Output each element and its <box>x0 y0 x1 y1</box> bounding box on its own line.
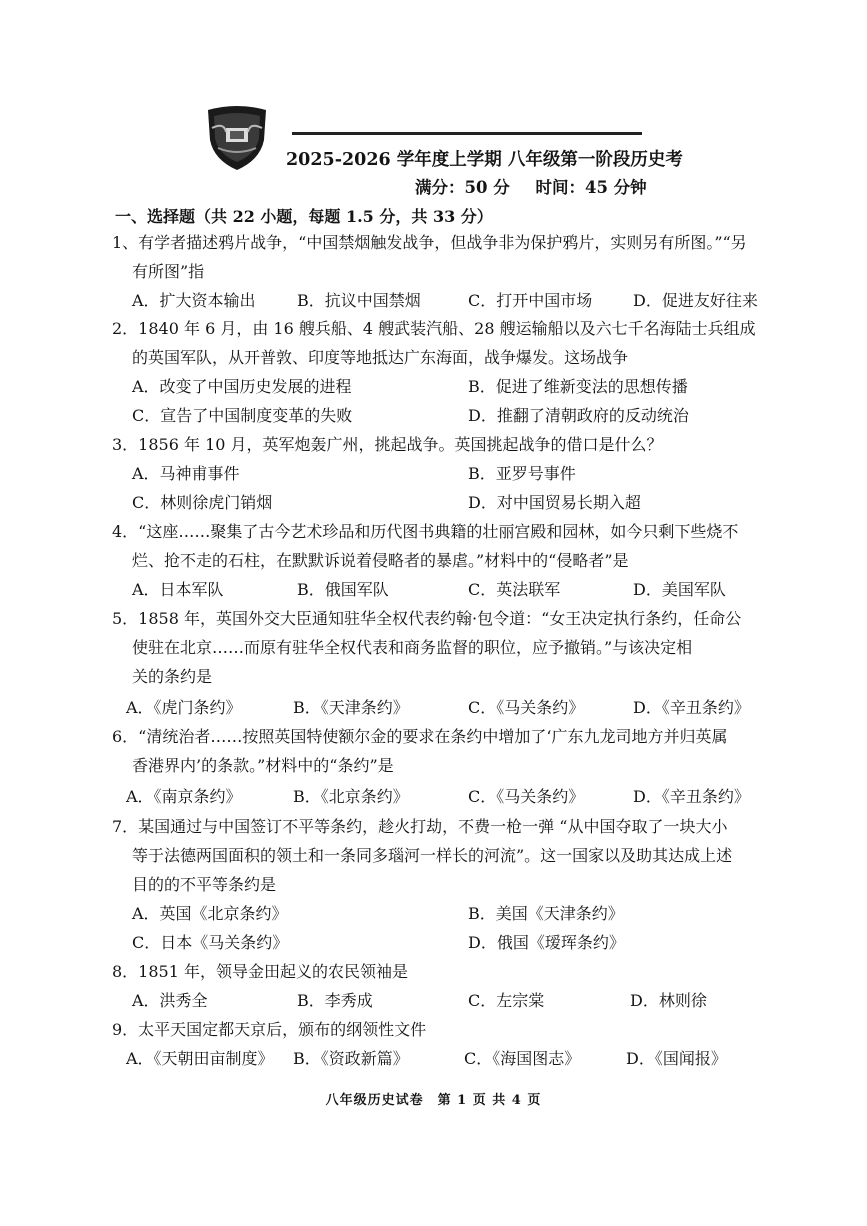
option-b: B．《天津条约》 <box>293 698 409 717</box>
option-c: C．林则徐虎门销烟 <box>132 493 273 512</box>
question-stem: 2．1840 年 6 月，由 16 艘兵船、4 艘武装汽船、28 艘运输船以及六七千名海陆士兵组成 <box>112 319 756 338</box>
question-stem: 烂、抢不走的石柱，在默默诉说着侵略者的暴虐。”材料中的“侵略者”是 <box>132 551 629 570</box>
question-stem: 关的条约是 <box>132 667 213 686</box>
option-d: D．《辛丑条约》 <box>633 698 750 717</box>
section-heading: 一、选择题（共 22 小题，每题 1.5 分，共 33 分） <box>115 207 493 226</box>
exam-time: 时间：45 分钟 <box>535 178 647 197</box>
option-a: A．马神甫事件 <box>132 464 240 483</box>
school-name-blurred <box>292 103 632 133</box>
option-c: C．日本《马关条约》 <box>132 933 289 952</box>
option-b: B．《北京条约》 <box>293 787 409 806</box>
question-stem: 6．“清统治者……按照英国特使额尔金的要求在条约中增加了‘广东九龙司地方并归英属 <box>112 727 728 746</box>
option-a: A．英国《北京条约》 <box>132 904 288 923</box>
option-c: C．《马关条约》 <box>468 787 585 806</box>
option-d: D．《辛丑条约》 <box>633 787 750 806</box>
question-stem: 8．1851 年，领导金田起义的农民领袖是 <box>112 962 408 981</box>
full-score: 满分：50 分 <box>415 178 510 197</box>
option-c: C．宣告了中国制度变革的失败 <box>132 406 353 425</box>
option-a: A．《虎门条约》 <box>126 698 242 717</box>
option-b: B．亚罗号事件 <box>468 464 576 483</box>
option-c: C．英法联军 <box>468 580 561 599</box>
option-d: D．俄国《瑷珲条约》 <box>468 933 625 952</box>
option-d: D．对中国贸易长期入超 <box>468 493 641 512</box>
shield-icon <box>204 104 270 172</box>
option-a: A．改变了中国历史发展的进程 <box>132 377 352 396</box>
question-stem: 3．1856 年 10 月，英军炮轰广州，挑起战争。英国挑起战争的借口是什么？ <box>112 435 663 454</box>
option-a: A．扩大资本输出 <box>132 291 256 310</box>
option-a: A．日本军队 <box>132 580 224 599</box>
question-stem: 5．1858 年，英国外交大臣通知驻华全权代表约翰·包令道：“女王决定执行条约，任命公 <box>112 609 742 628</box>
option-b: B．《资政新篇》 <box>293 1049 409 1068</box>
option-b: B．美国《天津条约》 <box>468 904 624 923</box>
question-stem: 7．某国通过与中国签订不平等条约，趁火打劫，不费一枪一弹 “从中国夺取了一块大小 <box>112 817 728 836</box>
question-stem: 使驻在北京……而原有驻华全权代表和商务监督的职位，应予撤销。”与该决定相 <box>132 638 693 657</box>
question-stem: 等于法德两国面积的领土和一条同多瑙河一样长的河流”。这一国家以及助其达成上述 <box>132 846 733 865</box>
header-divider <box>292 132 642 135</box>
option-d: D．美国军队 <box>633 580 726 599</box>
page-footer: 八年级历史试卷 第 1 页 共 4 页 <box>325 1093 542 1108</box>
option-b: B．抗议中国禁烟 <box>297 291 421 310</box>
exam-meta <box>415 174 667 198</box>
question-stem: 9．太平天国定都天京后，颁布的纲领性文件 <box>112 1020 427 1039</box>
option-d: D．推翻了清朝政府的反动统治 <box>468 406 689 425</box>
question-stem: 4．“这座……聚集了古今艺术珍品和历代图书典籍的壮丽宫殿和园林，如今只剩下些烧不 <box>112 522 739 541</box>
question-stem: 目的的不平等条约是 <box>132 875 277 894</box>
school-logo <box>204 104 270 172</box>
option-b: B．俄国军队 <box>297 580 389 599</box>
option-b: B．促进了维新变法的思想传播 <box>468 377 688 396</box>
option-d: D．林则徐 <box>630 991 707 1010</box>
question-stem: 有所图”指 <box>132 262 205 281</box>
option-c: C．左宗棠 <box>468 991 545 1010</box>
option-a: A．《南京条约》 <box>126 787 242 806</box>
option-b: B．李秀成 <box>297 991 373 1010</box>
option-a: A．洪秀全 <box>132 991 208 1010</box>
exam-title: 2025-2026 学年度上学期 八年级第一阶段历史考 <box>286 150 683 170</box>
question-stem: 1、有学者描述鸦片战争，“中国禁烟触发战争，但战争非为保护鸦片，实则另有所图。”“另 <box>112 233 747 252</box>
option-c: C．《马关条约》 <box>468 698 585 717</box>
option-d: D．《国闻报》 <box>626 1049 727 1068</box>
option-c: C．打开中国市场 <box>468 291 593 310</box>
question-stem: 的英国军队，从开普敦、印度等地抵达广东海面，战争爆发。这场战争 <box>132 348 629 367</box>
option-c: C．《海国图志》 <box>464 1049 581 1068</box>
option-d: D．促进友好往来 <box>633 291 758 310</box>
question-stem: 香港界内’的条款。”材料中的“条约”是 <box>132 756 394 775</box>
option-a: A．《天朝田亩制度》 <box>126 1049 274 1068</box>
